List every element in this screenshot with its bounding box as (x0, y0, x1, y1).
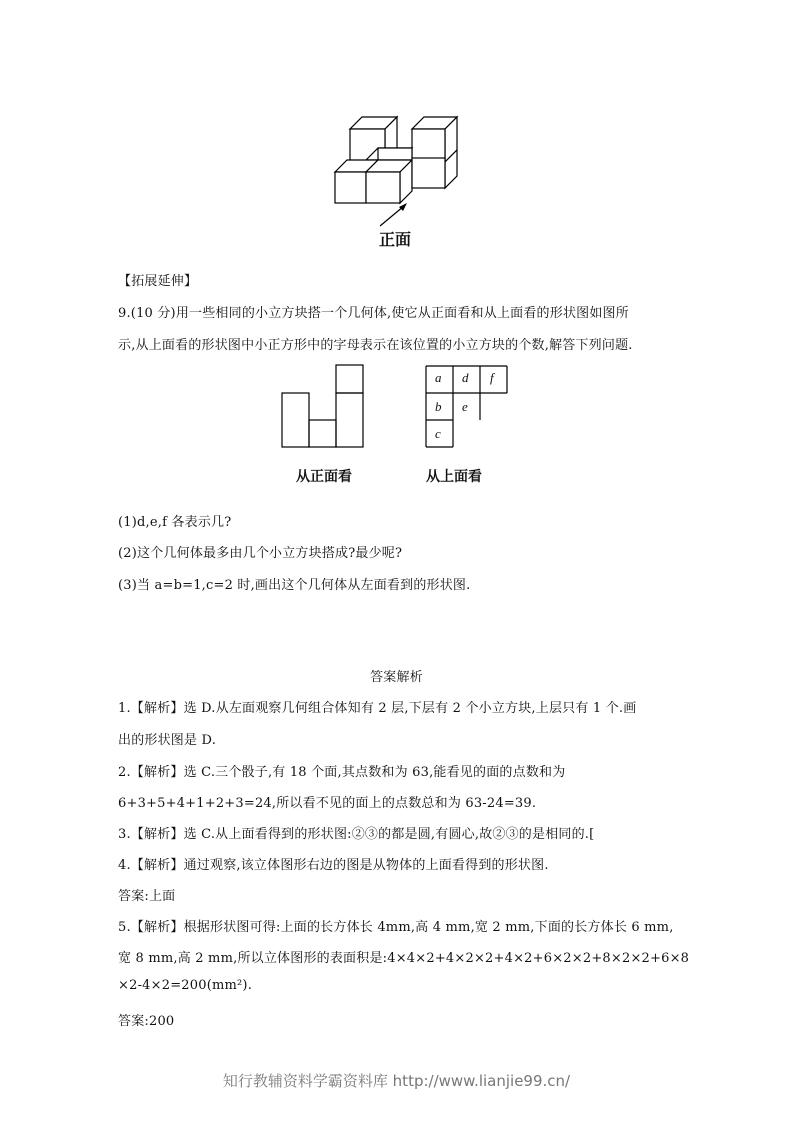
answer-line: 5.【解析】根据形状图可得:上面的长方体长 4mm,高 4 mm,宽 2 mm,下面的长方体长 6 mm, (118, 920, 674, 935)
answer-line: ×2-4×2=200(mm²). (118, 978, 253, 993)
sub-question: (2)这个几何体最多由几个小立方块搭成?最少呢? (118, 546, 403, 561)
answer-line: 4.【解析】通过观察,该立体图形右边的图是从物体的上面看得到的形状图. (118, 858, 549, 873)
front-view-figure (280, 363, 366, 449)
top-view-grid (424, 364, 514, 450)
grid-letter-d: d (462, 370, 469, 385)
grid-letter-c: c (435, 426, 441, 441)
answer-value: 答案:上面 (118, 889, 176, 904)
answer-line: 宽 8 mm,高 2 mm,所以立体图形的表面积是:4×4×2+4×2×2+4×2+6×2×2+8×2×2+6×8 (118, 951, 690, 966)
front-arrow (376, 202, 412, 228)
front-caption: 正面 (378, 230, 411, 249)
question-line: 9.(10 分)用一些相同的小立方块搭一个几何体,使它从正面看和从上面看的形状图如图所 (118, 306, 629, 321)
answer-value: 答案:200 (118, 1014, 175, 1029)
question-line: 示,从上面看的形状图中小正方形中的字母表示在该位置的小立方块的个数,解答下列问题. (118, 338, 633, 353)
answers-title: 答案解析 (370, 670, 423, 685)
front-view-drawing (280, 363, 366, 449)
grid-letter-b: b (435, 399, 442, 414)
grid-letter-e: e (462, 399, 468, 414)
answer-line: 出的形状图是 D. (118, 733, 217, 748)
cube-figure (330, 112, 465, 207)
answer-line: 1.【解析】选 D.从左面观察几何组合体知有 2 层,下层有 2 个小立方块,上层只有 1 个.画 (118, 701, 637, 716)
sub-question: (3)当 a=b=1,c=2 时,画出这个几何体从左面看到的形状图. (118, 578, 471, 593)
sub-question: (1)d,e,f 各表示几? (118, 515, 232, 530)
cube-figure-drawing (330, 112, 465, 207)
top-view-caption: 从上面看 (426, 469, 482, 485)
arrow-icon (376, 202, 412, 228)
answer-line: 3.【解析】选 C.从上面看得到的形状图:②③的都是圆,有圆心,故②③的是相同的.[ (118, 827, 595, 842)
answer-line: 2.【解析】选 C.三个骰子,有 18 个面,其点数和为 63,能看见的面的点数和为 (118, 765, 566, 780)
answer-line: 6+3+5+4+1+2+3=24,所以看不见的面上的点数总和为 63-24=39. (118, 796, 537, 811)
footer-text: 知行教辅资料学霸资料库 http://www.lianjie99.cn/ (222, 1072, 571, 1090)
grid-letter-f: f (490, 370, 494, 385)
front-view-caption: 从正面看 (296, 469, 352, 485)
grid-letter-a: a (435, 370, 442, 385)
section-heading: 【拓展延伸】 (118, 274, 198, 289)
